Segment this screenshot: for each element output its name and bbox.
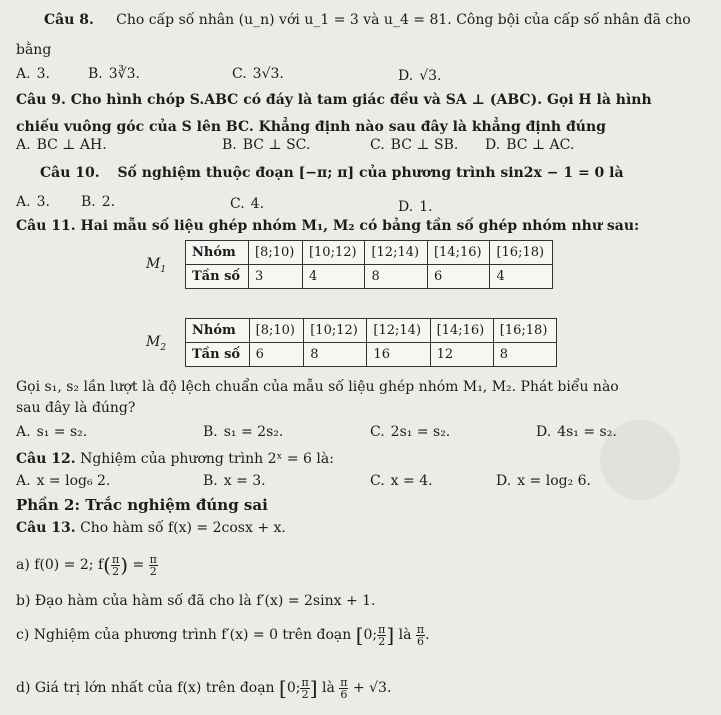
option-letter: B. [88,66,103,82]
option-letter: C. [230,196,245,212]
q11-label: Câu 11. [16,218,76,234]
table-header-cell: Nhóm [186,319,250,343]
table-cell: 4 [302,265,365,289]
q8-label: Câu 8. [44,12,94,28]
option-letter: A. [16,424,31,440]
q11-after-cont: sau đây là đúng? [16,400,136,416]
q12-option-b[interactable] [203,472,266,490]
option-text: 2s₁ = s₂. [390,424,451,440]
fraction: $\frac{\pi}{2}$ [149,552,157,578]
q13-stem [16,519,286,537]
option-text: s₁ = s₂. [36,424,88,440]
q11-option-c[interactable] [370,423,450,441]
table-row [186,265,553,289]
option-text: 3∛3. [108,66,140,82]
period: . [425,627,430,643]
table-cell: [14;16) [430,319,493,343]
option-text: 3. [36,194,50,210]
bracket: [ [355,623,364,647]
option-letter: B. [81,194,96,210]
q8-option-d[interactable] [398,67,441,85]
bound: 0; [363,627,378,643]
option-letter: D. [398,199,414,215]
q11-option-d[interactable] [536,423,617,441]
table-cell: 3 [248,265,302,289]
option-text: BC ⊥ SC. [242,137,311,153]
q8-text-cont: bằng [16,42,52,58]
option-letter: B. [222,137,237,153]
statement-text: + √3. [352,680,392,696]
q11-after-text: Gọi s₁, s₂ lần lượt là độ lệch chuẩn của mẫu số liệu ghép nhóm M₁, M₂. Phát biểu nào [16,379,619,395]
option-letter: B. [203,473,218,489]
table-header-cell: Tần số [186,343,250,367]
statement-text: là [321,680,335,696]
table-cell: [8;10) [249,319,304,343]
option-text: 4s₁ = s₂. [557,424,617,440]
table-header-cell: Tần số [186,265,249,289]
option-letter: B. [203,424,218,440]
frequency-table-m1 [185,240,553,289]
q13-label: Câu 13. [16,520,76,536]
fraction: $\frac{\pi}{2}$ [301,675,309,701]
option-letter: A. [16,473,31,489]
table-cell: [16;18) [493,319,556,343]
option-letter: C. [370,473,385,489]
q12-option-d[interactable] [496,472,591,490]
option-text: BC ⊥ AC. [506,137,575,153]
q8-text: Cho cấp số nhân (u_n) với u_1 = 3 và u_4 = 81. Công bội của cấp số nhân đã cho [116,12,691,28]
table-cell: [16;18) [490,241,553,265]
q9-stem [16,91,652,109]
q9-option-d[interactable] [485,136,574,154]
fraction: $\frac{\pi}{6}$ [416,622,425,648]
fraction: $\frac{\pi}{6}$ [340,675,348,701]
option-letter: C. [370,424,385,440]
option-letter: D. [536,424,552,440]
table-cell: 8 [304,343,367,367]
table-cell: 16 [367,343,430,367]
option-letter: D. [496,473,512,489]
frequency-table-m2 [185,318,557,367]
q13-statement-a[interactable] [16,550,158,580]
table-cell: [12;14) [365,241,428,265]
table-cell: 8 [365,265,428,289]
q10-option-c[interactable] [230,195,264,213]
option-letter: C. [232,66,247,82]
table-cell: [10;12) [304,319,367,343]
statement-text: d) Giá trị lớn nhất của f(x) trên đoạn [16,680,275,696]
q11-option-b[interactable] [203,423,283,441]
m1-label: $M_1$ [146,256,167,275]
part2-title: Phần 2: Trắc nghiệm đúng sai [16,496,268,514]
table-cell: [10;12) [302,241,365,265]
option-text: x = log₂ 6. [517,473,592,489]
paren: ( [103,553,111,577]
q11-stem [16,217,639,235]
q12-stem [16,450,334,468]
table-cell: 6 [427,265,490,289]
q9-label: Câu 9. [16,92,66,108]
option-letter: A. [16,137,31,153]
q8-option-c[interactable] [232,65,284,83]
q9-option-b[interactable] [222,136,310,154]
q9-option-c[interactable] [370,136,458,154]
q9-option-a[interactable] [16,136,107,154]
q11-text: Hai mẫu số liệu ghép nhóm M₁, M₂ có bảng tần số ghép nhóm như sau: [80,218,640,234]
q8-option-a[interactable] [16,65,50,83]
q10-label: Câu 10. [40,165,100,181]
statement-text: c) Nghiệm của phương trình f′(x) = 0 trên đoạn [16,627,352,643]
statement-text: a) f(0) = 2; f [16,557,104,573]
table-row [186,319,557,343]
q10-option-d[interactable] [398,198,433,216]
q13-text: Cho hàm số f(x) = 2cosx + x. [80,520,286,536]
option-text: 2. [101,194,116,210]
option-text: x = 3. [223,473,266,489]
q9-text-cont: chiếu vuông góc của S lên BC. Khẳng định nào sau đây là khẳng định đúng [16,119,606,135]
q8-stem [44,11,691,29]
option-text: 1. [419,199,433,215]
option-letter: A. [16,66,31,82]
table-cell: 12 [430,343,493,367]
q10-option-b[interactable] [81,193,115,211]
q12-text: Nghiệm của phương trình 2ˣ = 6 là: [80,451,334,467]
q10-option-a[interactable] [16,193,50,211]
option-text: x = 4. [390,473,433,489]
option-text: BC ⊥ AH. [36,137,107,153]
q12-label: Câu 12. [16,451,76,467]
bracket: ] [309,676,318,700]
table-cell: 4 [490,265,553,289]
m2-label: $M_2$ [146,334,167,353]
q12-option-c[interactable] [370,472,433,490]
table-row [186,343,557,367]
option-text: s₁ = 2s₂. [223,424,284,440]
bound: 0; [286,680,301,696]
q10-text: Số nghiệm thuộc đoạn [−π; π] của phương trình sin2x − 1 = 0 là [117,165,624,181]
q10-stem [40,164,624,182]
option-letter: D. [485,137,501,153]
bracket: [ [279,676,287,700]
q13-statement-d[interactable] [16,671,391,705]
fraction: $\frac{\pi}{2}$ [111,552,120,578]
q13-statement-c[interactable] [16,618,430,652]
table-cell: [12;14) [367,319,430,343]
table-header-cell: Nhóm [186,241,249,265]
equals: = [132,557,145,573]
option-text: x = log₆ 2. [36,473,111,489]
option-letter: A. [16,194,31,210]
bracket: ] [386,623,395,647]
q13-statement-b[interactable]: b) Đạo hàm của hàm số đã cho là f′(x) = 2sinx + 1. [16,593,376,609]
q8-option-b[interactable] [88,65,140,83]
option-text: 3√3. [252,66,284,82]
q12-option-a[interactable] [16,472,110,490]
option-text: BC ⊥ SB. [390,137,459,153]
table-cell: [8;10) [248,241,302,265]
q11-option-a[interactable] [16,423,87,441]
statement-text: là [398,627,412,643]
option-letter: D. [398,68,414,84]
table-cell: 8 [493,343,556,367]
paren: ) [120,553,129,577]
table-cell: [14;16) [427,241,490,265]
table-row [186,241,553,265]
option-letter: C. [370,137,385,153]
option-text: √3. [419,68,442,84]
fraction: $\frac{\pi}{2}$ [378,622,386,648]
table-cell: 6 [249,343,304,367]
q9-text: Cho hình chóp S.ABC có đáy là tam giác đều và SA ⊥ (ABC). Gọi H là hình [70,92,652,108]
option-text: 3. [36,66,50,82]
option-text: 4. [250,196,265,212]
